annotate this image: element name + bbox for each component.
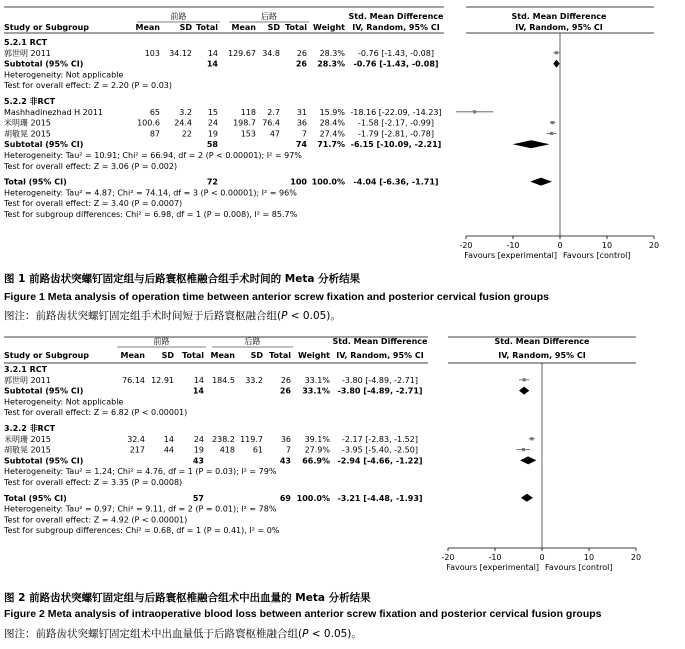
x-axis-tick-label: 0 bbox=[557, 241, 563, 250]
study-point-estimate bbox=[522, 448, 525, 451]
forest-plot-operation-time bbox=[0, 0, 685, 270]
ctl-mean-value: 184.5 bbox=[212, 375, 235, 385]
weight-value: 28.3% bbox=[317, 59, 345, 69]
ctl-mean-value: 238.2 bbox=[212, 434, 235, 444]
ctl-sd-value: 33.2 bbox=[245, 375, 263, 385]
figure-2-caption-en: Figure 2 Meta analysis of intraoperative blood loss between anterior screw fixation and posterior cervical fusion groups bbox=[4, 608, 602, 620]
weight-value: 100.0% bbox=[311, 177, 345, 187]
plot-subheader: IV, Random, 95% CI bbox=[515, 23, 603, 32]
ctl-total-value: 26 bbox=[295, 59, 307, 69]
statistics-note: Test for overall effect: Z = 3.35 (P = 0.0008) bbox=[4, 478, 183, 487]
statistics-note: Test for subgroup differences: Chi² = 0.68, df = 1 (P = 0.41), I² = 0% bbox=[4, 526, 280, 536]
smd-ci-value: -1.79 [-2.81, -0.78] bbox=[358, 129, 434, 139]
exp-sd-value: 12.91 bbox=[151, 375, 174, 385]
weight-value: 27.9% bbox=[304, 445, 330, 455]
study-point-estimate bbox=[530, 437, 533, 440]
weight-value: 27.4% bbox=[319, 129, 345, 139]
figure-2-note-tail: < 0.05)。 bbox=[308, 628, 362, 640]
exp-total-value: 58 bbox=[206, 140, 218, 150]
statistics-note: Test for overall effect: Z = 6.82 (P < 0.00001) bbox=[4, 408, 188, 418]
ctl-total-value: 69 bbox=[279, 493, 291, 503]
figure-2-note bbox=[4, 626, 362, 641]
control-group-label: 后路 bbox=[244, 337, 261, 346]
exp-sd-value: 22 bbox=[181, 129, 192, 139]
pooled-row-label: Total (95% CI) bbox=[4, 177, 67, 187]
ctl-mean-value: 418 bbox=[219, 445, 235, 455]
pooled-estimate-diamond bbox=[513, 140, 550, 148]
weight-value: 33.1% bbox=[302, 386, 330, 396]
ctl-total-value: 26 bbox=[296, 48, 307, 58]
ctl-total-header: Total bbox=[285, 23, 307, 32]
pooled-estimate-diamond bbox=[530, 178, 552, 186]
figure-1-caption-en: Figure 1 Meta analysis of operation time between anterior screw fixation and posterior cervical fusion groups bbox=[4, 291, 549, 303]
weight-value: 28.4% bbox=[319, 118, 345, 128]
exp-total-value: 15 bbox=[207, 107, 218, 117]
ctl-mean-value: 198.7 bbox=[233, 118, 256, 128]
statistics-note: Heterogeneity: Not applicable bbox=[4, 70, 124, 80]
exp-mean-header: Mean bbox=[135, 23, 160, 32]
figure-1-note bbox=[4, 308, 341, 323]
exp-mean-header: Mean bbox=[120, 351, 145, 360]
statistics-note: Heterogeneity: Not applicable bbox=[4, 397, 124, 407]
favours-control-label: Favours [control] bbox=[563, 251, 631, 260]
weight-value: 15.9% bbox=[319, 107, 345, 117]
statistics-note: Heterogeneity: Tau² = 1.24; Chi² = 4.76, df = 1 (P = 0.03); I² = 79% bbox=[4, 467, 277, 477]
statistics-note: Test for subgroup differences: Chi² = 6.98, df = 1 (P = 0.008), I² = 85.7% bbox=[4, 210, 298, 219]
exp-total-value: 14 bbox=[192, 386, 204, 396]
weight-header: Weight bbox=[298, 351, 330, 360]
pooled-row-label: Subtotal (95% CI) bbox=[4, 140, 84, 150]
smd-column-header: Std. Mean Difference bbox=[332, 337, 428, 346]
control-group-label: 后路 bbox=[261, 12, 277, 21]
exp-total-value: 14 bbox=[193, 375, 204, 385]
exp-sd-value: 3.2 bbox=[179, 107, 192, 117]
study-name: 米明珊 2015 bbox=[4, 434, 51, 444]
ctl-total-header: Total bbox=[269, 351, 291, 360]
weight-value: 28.3% bbox=[319, 48, 345, 58]
figure-2-note-text: 图注：前路齿状突螺钉固定组术中出血量低于后路寰枢椎融合组( bbox=[4, 628, 303, 640]
exp-mean-value: 100.6 bbox=[137, 118, 160, 128]
pooled-estimate-diamond bbox=[521, 494, 533, 502]
favours-control-label: Favours [control] bbox=[545, 563, 613, 572]
figure-1-caption-zh: 图 1 前路齿状突螺钉固定组与后路寰枢椎融合组手术时间的 Meta 分析结果 bbox=[4, 273, 361, 285]
statistics-note: Heterogeneity: Tau² = 0.97; Chi² = 9.11, df = 2 (P = 0.01); I² = 78% bbox=[4, 504, 277, 514]
x-axis-tick-label: 10 bbox=[583, 553, 595, 562]
subgroup-heading: 5.2.1 RCT bbox=[4, 38, 48, 47]
smd-ci-value: -3.80 [-4.89, -2.71] bbox=[342, 375, 418, 385]
smd-ci-value: -2.17 [-2.83, -1.52] bbox=[342, 434, 418, 444]
study-column-header: Study or Subgroup bbox=[4, 23, 90, 32]
study-name: 胡敬晃 2015 bbox=[4, 129, 51, 139]
x-axis-tick-label: -10 bbox=[506, 241, 520, 250]
weight-value: 39.1% bbox=[304, 434, 330, 444]
statistics-note: Test for overall effect: Z = 3.06 (P = 0.002) bbox=[4, 161, 178, 171]
smd-ci-value: -4.04 [-6.36, -1.71] bbox=[353, 177, 439, 187]
statistics-note: Test for overall effect: Z = 3.40 (P = 0.0007) bbox=[4, 199, 183, 209]
weight-value: 71.7% bbox=[317, 140, 345, 150]
plot-subheader: IV, Random, 95% CI bbox=[498, 351, 586, 360]
ctl-total-value: 36 bbox=[296, 118, 307, 128]
ctl-sd-value: 2.7 bbox=[267, 107, 280, 117]
ctl-sd-value: 34.8 bbox=[262, 48, 280, 58]
smd-subheader: IV, Random, 95% CI bbox=[352, 23, 440, 32]
exp-total-value: 72 bbox=[206, 177, 218, 187]
subgroup-heading: 3.2.2 非RCT bbox=[4, 424, 56, 433]
exp-total-value: 24 bbox=[207, 118, 218, 128]
subgroup-heading: 5.2.2 非RCT bbox=[4, 97, 56, 106]
statistics-note: Heterogeneity: Tau² = 10.91; Chi² = 66.94, df = 2 (P < 0.00001); I² = 97% bbox=[4, 151, 302, 160]
pooled-row-label: Total (95% CI) bbox=[4, 493, 67, 503]
exp-total-value: 43 bbox=[192, 456, 204, 466]
exp-mean-value: 76.14 bbox=[122, 375, 145, 385]
study-name: 郭世明 2011 bbox=[4, 48, 51, 58]
x-axis-tick-label: 20 bbox=[648, 241, 660, 250]
figure-2-note-p: P bbox=[302, 628, 309, 640]
ctl-sd-header: SD bbox=[250, 351, 263, 360]
ctl-mean-value: 129.67 bbox=[228, 48, 256, 58]
x-axis-tick-label: 0 bbox=[539, 553, 545, 562]
study-point-estimate bbox=[473, 110, 476, 113]
study-point-estimate bbox=[555, 51, 558, 54]
exp-sd-value: 14 bbox=[163, 434, 174, 444]
exp-total-value: 57 bbox=[192, 493, 204, 503]
exp-sd-header: SD bbox=[161, 351, 174, 360]
ctl-total-value: 100 bbox=[290, 177, 307, 187]
exp-mean-value: 217 bbox=[129, 445, 145, 455]
ctl-total-value: 26 bbox=[279, 386, 291, 396]
pooled-estimate-diamond bbox=[520, 456, 536, 464]
exp-sd-value: 24.4 bbox=[174, 118, 192, 128]
smd-ci-value: -3.21 [-4.48, -1.93] bbox=[337, 493, 423, 503]
figure-2-caption-zh: 图 2 前路齿状突螺钉固定组与后路寰枢椎融合组术中出血量的 Meta 分析结果 bbox=[4, 592, 371, 604]
ctl-sd-header: SD bbox=[267, 23, 280, 32]
smd-subheader: IV, Random, 95% CI bbox=[336, 351, 424, 360]
x-axis-tick-label: -10 bbox=[488, 553, 502, 562]
plot-column-header: Std. Mean Difference bbox=[511, 12, 607, 21]
figure-1-note-p: P bbox=[281, 310, 288, 322]
smd-ci-value: -2.94 [-4.66, -1.22] bbox=[337, 456, 423, 466]
exp-total-value: 14 bbox=[207, 48, 218, 58]
statistics-note: Test for overall effect: Z = 4.92 (P < 0.00001) bbox=[4, 515, 188, 525]
smd-ci-value: -6.15 [-10.09, -2.21] bbox=[350, 140, 442, 150]
smd-ci-value: -18.16 [-22.09, -14.23] bbox=[350, 107, 442, 117]
ctl-mean-header: Mean bbox=[210, 351, 235, 360]
ctl-total-value: 31 bbox=[296, 107, 307, 117]
x-axis-tick-label: 10 bbox=[601, 241, 613, 250]
exp-mean-value: 32.4 bbox=[127, 434, 145, 444]
ctl-total-value: 7 bbox=[285, 445, 291, 455]
study-point-estimate bbox=[523, 378, 526, 381]
exp-sd-value: 34.12 bbox=[169, 48, 192, 58]
ctl-total-value: 74 bbox=[295, 140, 307, 150]
exp-total-header: Total bbox=[196, 23, 218, 32]
ctl-mean-value: 153 bbox=[240, 129, 256, 139]
study-name: 米明珊 2015 bbox=[4, 118, 51, 128]
ctl-sd-value: 61 bbox=[252, 445, 263, 455]
exp-total-value: 14 bbox=[206, 59, 218, 69]
experimental-group-label: 前路 bbox=[153, 337, 170, 346]
exp-sd-header: SD bbox=[179, 23, 192, 32]
smd-ci-value: -1.58 [-2.17, -0.99] bbox=[358, 118, 434, 128]
smd-ci-value: -3.80 [-4.89, -2.71] bbox=[337, 386, 423, 396]
favours-experimental-label: Favours [experimental] bbox=[464, 251, 557, 260]
exp-mean-value: 103 bbox=[144, 48, 160, 58]
exp-total-value: 19 bbox=[193, 445, 204, 455]
ctl-sd-value: 47 bbox=[269, 129, 280, 139]
smd-ci-value: -0.76 [-1.43, -0.08] bbox=[353, 59, 439, 69]
exp-total-value: 24 bbox=[193, 434, 204, 444]
figure-1-note-text: 图注：前路齿状突螺钉固定组手术时间短于后路寰枢融合组( bbox=[4, 310, 282, 322]
x-axis-tick-label: -20 bbox=[441, 553, 455, 562]
ctl-total-value: 36 bbox=[280, 434, 291, 444]
exp-mean-value: 65 bbox=[149, 107, 160, 117]
subgroup-heading: 3.2.1 RCT bbox=[4, 365, 48, 374]
forest-plot-blood-loss bbox=[0, 333, 685, 598]
weight-value: 66.9% bbox=[302, 456, 330, 466]
exp-total-value: 19 bbox=[207, 129, 218, 139]
pooled-row-label: Subtotal (95% CI) bbox=[4, 386, 84, 396]
pooled-estimate-diamond bbox=[519, 387, 529, 395]
statistics-note: Heterogeneity: Tau² = 4.87; Chi² = 74.14, df = 3 (P < 0.00001); I² = 96% bbox=[4, 188, 297, 198]
x-axis-tick-label: -20 bbox=[459, 241, 473, 250]
study-name: 郭世明 2011 bbox=[4, 375, 51, 385]
study-point-estimate bbox=[550, 132, 553, 135]
study-point-estimate bbox=[551, 121, 554, 124]
smd-ci-value: -0.76 [-1.43, -0.08] bbox=[358, 48, 434, 58]
weight-header: Weight bbox=[313, 23, 345, 32]
smd-column-header: Std. Mean Difference bbox=[348, 12, 444, 21]
favours-experimental-label: Favours [experimental] bbox=[446, 563, 539, 572]
x-axis-tick-label: 20 bbox=[630, 553, 642, 562]
exp-mean-value: 87 bbox=[149, 129, 160, 139]
smd-ci-value: -3.95 [-5.40, -2.50] bbox=[342, 445, 418, 455]
ctl-sd-value: 76.4 bbox=[262, 118, 280, 128]
ctl-mean-header: Mean bbox=[231, 23, 256, 32]
pooled-row-label: Subtotal (95% CI) bbox=[4, 456, 84, 466]
ctl-total-value: 26 bbox=[280, 375, 291, 385]
exp-total-header: Total bbox=[182, 351, 204, 360]
study-name: Mashhadinezhad H 2011 bbox=[4, 107, 104, 117]
weight-value: 33.1% bbox=[304, 375, 330, 385]
study-column-header: Study or Subgroup bbox=[4, 351, 90, 360]
ctl-total-value: 43 bbox=[279, 456, 291, 466]
pooled-row-label: Subtotal (95% CI) bbox=[4, 59, 84, 69]
ctl-sd-value: 119.7 bbox=[240, 434, 263, 444]
study-name: 胡敬晃 2015 bbox=[4, 445, 51, 455]
experimental-group-label: 前路 bbox=[170, 12, 187, 21]
statistics-note: Test for overall effect: Z = 2.20 (P = 0.03) bbox=[4, 81, 172, 91]
ctl-total-value: 7 bbox=[301, 129, 307, 139]
ctl-mean-value: 118 bbox=[240, 107, 256, 117]
plot-column-header: Std. Mean Difference bbox=[494, 337, 590, 346]
figure-1-note-tail: < 0.05)。 bbox=[287, 310, 341, 322]
weight-value: 100.0% bbox=[296, 493, 330, 503]
exp-sd-value: 44 bbox=[163, 445, 174, 455]
pooled-estimate-diamond bbox=[553, 60, 559, 68]
